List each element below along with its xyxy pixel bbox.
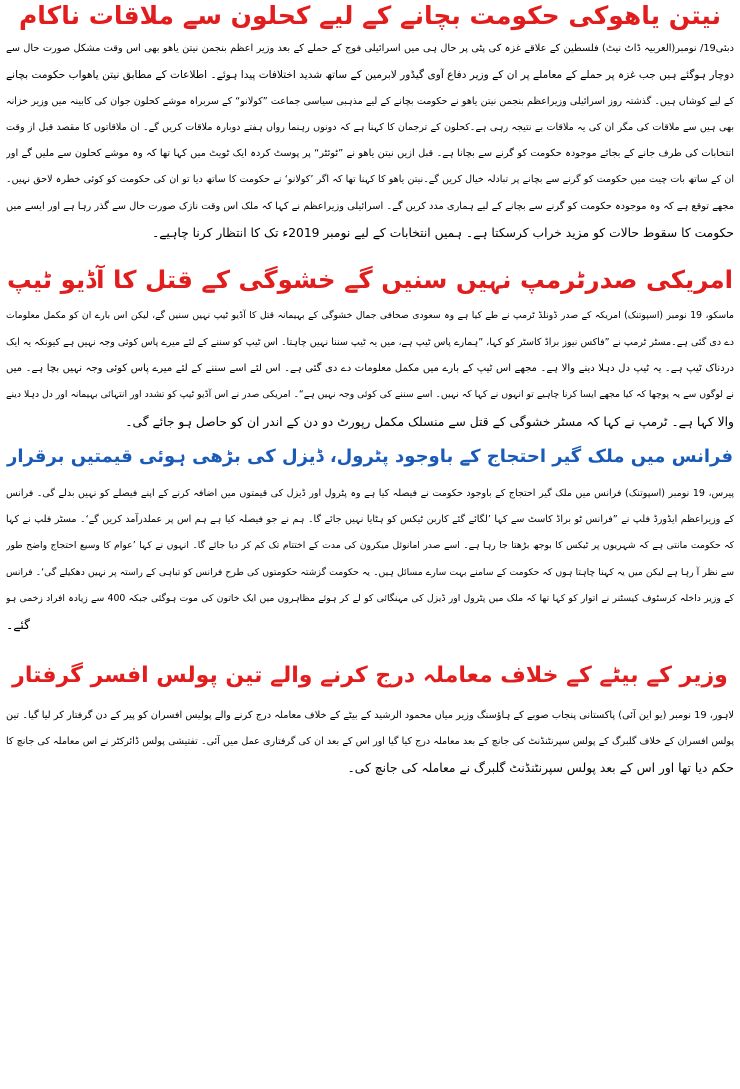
body-line: پیرس، 19 نومبر (اسپوتنک) فرانس میں ملک گیر احتجاج کے باوجود حکومت نے فیصلہ کیا ہے وہ پٹرول اور ڈیزل کی قیمتوں میں اضافہ کرنے کے اپنے فیصلے کو نہیں بدلے گی۔ فرانس <box>6 487 734 499</box>
body-line: کے لیے کوشاں ہیں۔ گذشتہ روز اسرائیلی وزیراعظم بنجمن نیتن یاھو نے حکومت بچانے کے لیے مذہبی سیاسی جماعت ”کولانو“ کے سربراہ موشے کحلون جوان کی کابینہ میں وزیر خزانہ <box>6 95 734 107</box>
headline-netanyahu: نیتن یاھوکی حکومت بچانے کے لیے کحلون سے ملاقات ناکام <box>18 1 722 30</box>
body-line: ماسکو، 19 نومبر (اسپوتنک) امریکہ کے صدر ڈونلڈ ٹرمپ نے طے کیا ہے وہ سعودی صحافی جمال خشوگی کے بہیمانہ قتل کا آڈیو ٹیپ نہیں سنیں گے، لیکن اس بارے ان کو مکمل معلومات <box>6 310 734 322</box>
body-line: والا کہا ہے۔ ٹرمپ نے کہا کہ مسٹر خشوگی کے قتل سے منسلک مکمل رپورٹ دو دن کے اندر ان کو حاصل ہو جائے گی۔ <box>125 414 734 429</box>
body-line: مجھے توقع ہے کہ وہ موجودہ حکومت کو گرنے سے بچانے کے لیے ہماری مدد کریں گے۔ اسرائیلی وزیراعظم نے کہا کہ ملک اس وقت نازک صورت حال سے گذر رہا ہے اور ایسے میں <box>6 200 734 212</box>
body-line: دوچار ہوگئے ہیں جب غزہ پر حملے کے معاملے پر ان کے وزیر دفاع آوی گیڈور لابرمین کے ساتھ شدید اختلافات پیدا ہوئے۔ اطلاعات کے مطابق نیتن یاھواب حکومت بچانے <box>6 69 734 82</box>
body-line: کے وزیراعظم ایڈورڈ فلپ نے ”فرانس ٹو براڈ کاسٹ سے کہا ’لگائے گئے کاربن ٹیکس کو ہٹایا نہیں جائے گا۔ ہم نے جو فیصلہ کیا ہے ہم اس پر عملدرآمد کریں گے‘۔ مسٹر فلپ نے کہا <box>6 514 734 526</box>
body-line: لاہور، 19 نومبر (یو این آئی) پاکستانی پنجاب صوبے کے ہاؤسنگ وزیر میاں محمود الرشید کے بیٹے کے خلاف معاملہ درج کرنے والے پولیس افسران کو پیر کے دن گرفتار کر لیا گیا۔ تین <box>6 709 734 721</box>
body-line: دے دی گئی ہے۔مسٹر ٹرمپ نے ”فاکس نیوز براڈ کاسٹر کو کہا، ”ہمارے پاس ٹیپ ہے، میں یہ ٹیپ سننا نہیں چاہتا۔ اس ٹیپ کو سننے کے لئے میرے پاس کوئی وجہ نہیں ہے کیونکہ یہ ایک <box>6 336 734 348</box>
article-body <box>6 303 734 434</box>
article-body <box>6 481 734 639</box>
headline-france-fuel: فرانس میں ملک گیر احتجاج کے باوجود پٹرول، ڈیزل کی بڑھی ہوئی قیمتیں برقرار <box>6 445 734 467</box>
body-line: بھی ہیں سے ملاقات کی مگر ان کی یہ ملاقات بے نتیجہ رہی ہے۔کحلون کے ترجمان کا کہنا ہے کہ دونوں رہنما رواں ہفتے دوبارہ ملاقات کریں گے۔ ان ملاقاتوں کا مقصد قبل از وقت <box>6 121 734 133</box>
body-line: سے نظر آ رہا ہے لیکن میں یہ کہنا چاہتا ہوں کہ حکومت کے سامنے بہت سارے مسائل ہیں۔ یہ حکومت گزشتہ حکومتوں کی طرح فرانس کو تباہی کے راستہ پر نہیں دھکیلے گی‘۔ فرانس <box>6 566 734 578</box>
body-line: کہ حکومت مانتی ہے کہ شہریوں پر ٹیکس کا بوجھ بڑھتا جا رہا ہے۔ اسے صدر امانوئل میکرون کی مدت کے اختتام تک کم کر دیا جائے گا۔ انہوں نے کہا ’عوام کا وسیع احتجاج واضح طور <box>6 540 734 552</box>
article-body <box>6 36 734 246</box>
article-police-arrest <box>6 639 734 782</box>
body-line: پولس افسران کے خلاف گلبرگ کے پولس سپرنٹنڈنٹ کی جانچ کے بعد معاملہ درج کیا گیا اور اس کے بعد ان کی گرفتاری عمل میں آئی۔ تفتیشی پولس ڈائرکٹر نے اس معاملہ کی جانچ کا <box>6 735 734 747</box>
body-line: دردناک ٹیپ ہے۔ یہ ٹیپ دل دہلا دینے والا ہے۔ مجھے اس ٹیپ کے بارے میں مکمل معلومات دے دی گئی ہے۔ اس لئے اسے سننے کے لئے میرے پاس کوئی وجہ نہیں بچا ہے۔ میں <box>6 362 734 374</box>
body-line: حکومت کا سقوط حالات کو مزید خراب کرسکتا ہے۔ ہمیں انتخابات کے لیے نومبر 2019ء تک کا انتظار کرنا چاہیے۔ <box>152 226 734 241</box>
article-trump-tape <box>6 246 734 434</box>
body-line: نے لوگوں سے یہ پوچھا کہ کیا مجھے ایسا کرنا چاہیے تو انہوں نے کہا کہ نہیں۔ اسے سننے کی کوئی وجہ نہیں ہے“۔ امریکی صدر نے اس آڈیو ٹیپ کو تشدد اور انتہائی بہیمانہ اور دل دہلا دینے <box>6 389 734 401</box>
article-netanyahu <box>6 0 734 246</box>
headline-trump-tape: امریکی صدرٹرمپ نہیں سنیں گے خشوگی کے قتل کا آڈیو ٹیپ <box>6 265 734 295</box>
headline-police-arrest: وزیر کے بیٹے کے خلاف معاملہ درج کرنے والے تین پولس افسر گرفتار <box>12 662 728 688</box>
body-line: انتخابات کی طرف جانے کے بجائے موجودہ حکومت کو گرنے سے بچانا ہے۔ قبل ازیں نیتن یاھو نے ”ٹوئٹر“ پر پوسٹ کردہ ایک ٹویٹ میں کہا تھا کہ وہ موشے کحلون سے ملیں گے اور <box>6 148 734 160</box>
body-line: ان کے ساتھ بات چیت میں حکومت کو گرنے سے بچانے پر تبادلہ خیال کریں گے۔نیتن یاھو کا کہنا تھا کہ اگر ’کولانو‘ نے حکومت کا ساتھ دیا تو ان کی حکومت کو کوئی خطرہ لاحق نہیں۔ <box>6 174 734 186</box>
body-line: دبئی19/ نومبر(العربیہ ڈاٹ نیٹ) فلسطین کے علاقے غزہ کی پٹی پر حال ہی میں اسرائیلی فوج کے حملے کے بعد وزیر اعظم بنجمن نیتن یاھو بھی اس وقت مشکل صورت حال سے <box>6 43 734 54</box>
article-body <box>6 703 734 782</box>
body-line: کے وزیر داخلہ کرسٹوف کیسٹنر نے اتوار کو کہا تھا کہ ملک میں پٹرول اور ڈیزل کی مہنگائی کو لے کر ہوئے مظاہروں میں ایک خاتون کی موت ہوگئی جبکہ 400 سے زیادہ افراد زخمی ہو <box>6 593 734 605</box>
body-line: گئے۔ <box>6 618 30 633</box>
body-line: حکم دیا تھا اور اس کے بعد پولس سپرنٹنڈنٹ گلبرگ نے معاملہ کی جانچ کی۔ <box>347 761 734 776</box>
article-france-fuel <box>6 435 734 639</box>
